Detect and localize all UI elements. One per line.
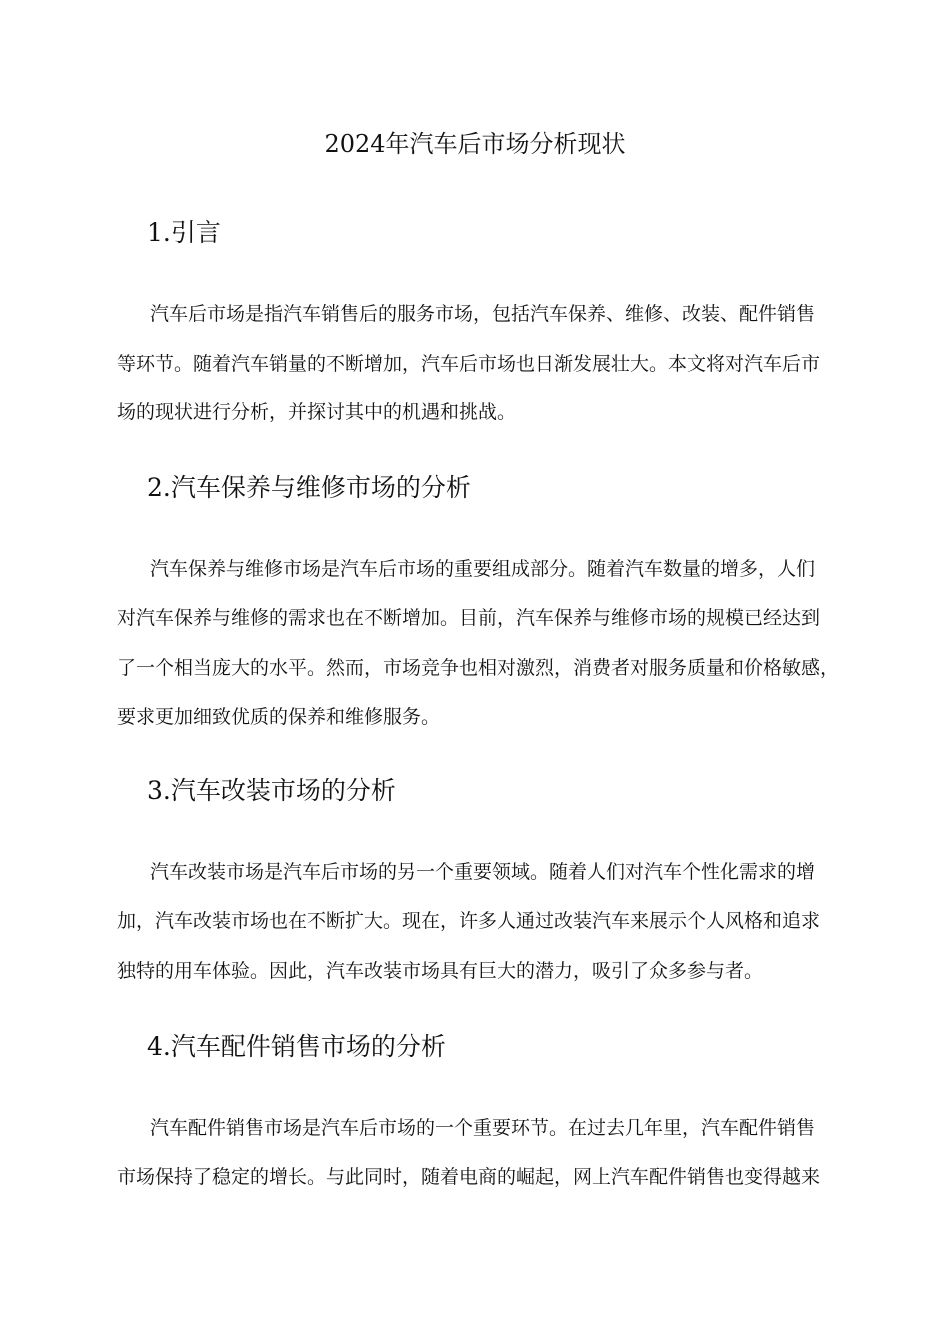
paragraph-line: 汽车改装市场是汽车后市场的另一个重要领域。随着人们对汽车个性化需求的增 [150, 861, 816, 883]
paragraph-line: 独特的用车体验。因此，汽车改装市场具有巨大的潜力，吸引了众多参与者。 [117, 960, 764, 982]
paragraph-line: 汽车配件销售市场是汽车后市场的一个重要环节。在过去几年里，汽车配件销售 [150, 1117, 816, 1139]
paragraph-line: 汽车保养与维修市场是汽车后市场的重要组成部分。随着汽车数量的增多，人们 [150, 558, 816, 580]
paragraph-line: 要求更加细致优质的保养和维修服务。 [117, 706, 441, 728]
paragraph-line: 汽车后市场是指汽车销售后的服务市场，包括汽车保养、维修、改装、配件销售 [150, 303, 816, 325]
section-heading-parts-sales: 4.汽车配件销售市场的分析 [147, 1032, 446, 1061]
document-title: 2024年汽车后市场分析现状 [324, 130, 626, 158]
paragraph-line: 等环节。随着汽车销量的不断增加，汽车后市场也日渐发展壮大。本文将对汽车后市 [117, 353, 821, 375]
paragraph-line: 了一个相当庞大的水平。然而，市场竞争也相对激烈，消费者对服务质量和价格敏感， [117, 657, 840, 679]
paragraph-line: 加，汽车改装市场也在不断扩大。现在，许多人通过改装汽车来展示个人风格和追求 [117, 910, 821, 932]
section-heading-introduction: 1.引言 [147, 218, 221, 247]
section-heading-modification: 3.汽车改装市场的分析 [147, 776, 396, 805]
paragraph-line: 市场保持了稳定的增长。与此同时，随着电商的崛起，网上汽车配件销售也变得越来 [117, 1166, 821, 1188]
section-heading-maintenance-repair: 2.汽车保养与维修市场的分析 [147, 473, 471, 502]
paragraph-line: 对汽车保养与维修的需求也在不断增加。目前，汽车保养与维修市场的规模已经达到 [117, 607, 821, 629]
paragraph-line: 场的现状进行分析，并探讨其中的机遇和挑战。 [117, 401, 517, 423]
